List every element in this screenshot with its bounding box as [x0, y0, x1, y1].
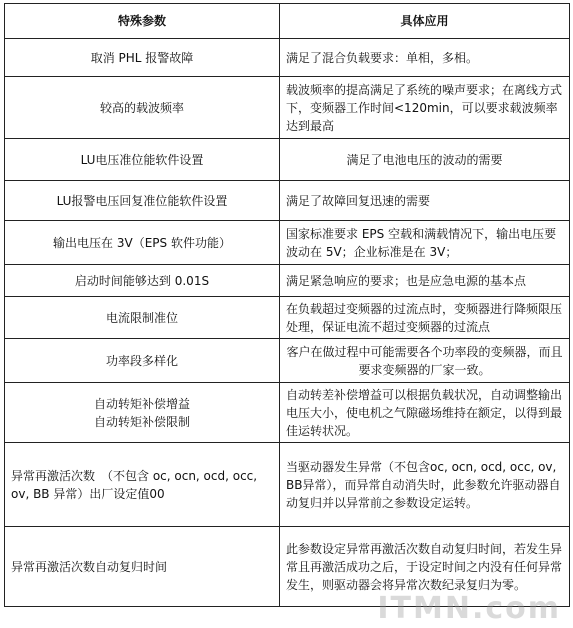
param-cell: [5, 383, 280, 443]
spec-table: [4, 3, 570, 607]
param-line: 自动转矩补偿增益: [93, 396, 190, 411]
application-cell: 满足了电池电压的波动的需要: [280, 139, 570, 181]
table-row: [5, 77, 570, 139]
header-special-params: 特殊参数: [5, 4, 280, 39]
application-cell: 自动转差补偿增益可以根据负载状况，自动调整输出电压大小，使电机之气隙磁场维持在额定，以得到最佳运转状况。: [280, 383, 570, 443]
application-cell: 载波频率的提高满足了系统的噪声要求；在离线方式下，变频器工作时间<120min，可以要求载波频率达到最高: [280, 77, 570, 139]
param-cell: LU电压准位能软件设置: [5, 139, 280, 181]
table-row: [5, 383, 570, 443]
table-row: [5, 265, 570, 297]
table-row: [5, 181, 570, 221]
param-cell: 功率段多样化: [5, 339, 280, 383]
table-row: [5, 443, 570, 527]
param-cell: 启动时间能够达到 0.01S: [5, 265, 280, 297]
application-cell: 客户在做过程中可能需要各个功率段的变频器，而且要求变频器的厂家一致。: [280, 339, 570, 383]
table-row: [5, 339, 570, 383]
param-cell: 取消 PHL 报警故障: [5, 39, 280, 77]
table-header-row: [5, 4, 570, 39]
table-row: [5, 221, 570, 265]
application-cell: 国家标准要求 EPS 空载和满载情况下，输出电压要波动在 5V；企业标准是在 3V；: [280, 221, 570, 265]
param-cell: 异常再激活次数自动复归时间: [5, 527, 280, 607]
application-cell: 此参数设定异常再激活次数自动复归时间，若发生异常且再激活成功之后，于设定时间之内没有任何异常发生，则驱动器会将异常次数纪录复归为零。: [280, 527, 570, 607]
header-application: 具体应用: [280, 4, 570, 39]
param-cell: 较高的载波频率: [5, 77, 280, 139]
table-row: [5, 297, 570, 339]
param-cell: 异常再激活次数 （不包含 oc, ocn, ocd, occ, ov, BB 异常）出厂设定值00: [5, 443, 280, 527]
application-cell: 当驱动器发生异常（不包含oc, ocn, ocd, occ, ov, BB异常），而异常自动消失时，此参数允许驱动器自动复归并以异常前之参数设定运转。: [280, 443, 570, 527]
application-cell: 满足了混合负载要求：单相，多相。: [280, 39, 570, 77]
table-row: [5, 139, 570, 181]
table-row: [5, 39, 570, 77]
param-line: 自动转矩补偿限制: [93, 414, 190, 429]
application-cell: 满足了故障回复迅速的需要: [280, 181, 570, 221]
param-cell: 电流限制准位: [5, 297, 280, 339]
application-cell: 满足紧急响应的要求；也是应急电源的基本点: [280, 265, 570, 297]
site-watermark: ITMN.com: [377, 591, 561, 626]
param-cell: 输出电压在 3V（EPS 软件功能）: [5, 221, 280, 265]
param-cell: LU报警电压回复准位能软件设置: [5, 181, 280, 221]
table-row: [5, 527, 570, 607]
application-cell: 在负载超过变频器的过流点时，变频器进行降频限压处理，保证电流不超过变频器的过流点: [280, 297, 570, 339]
